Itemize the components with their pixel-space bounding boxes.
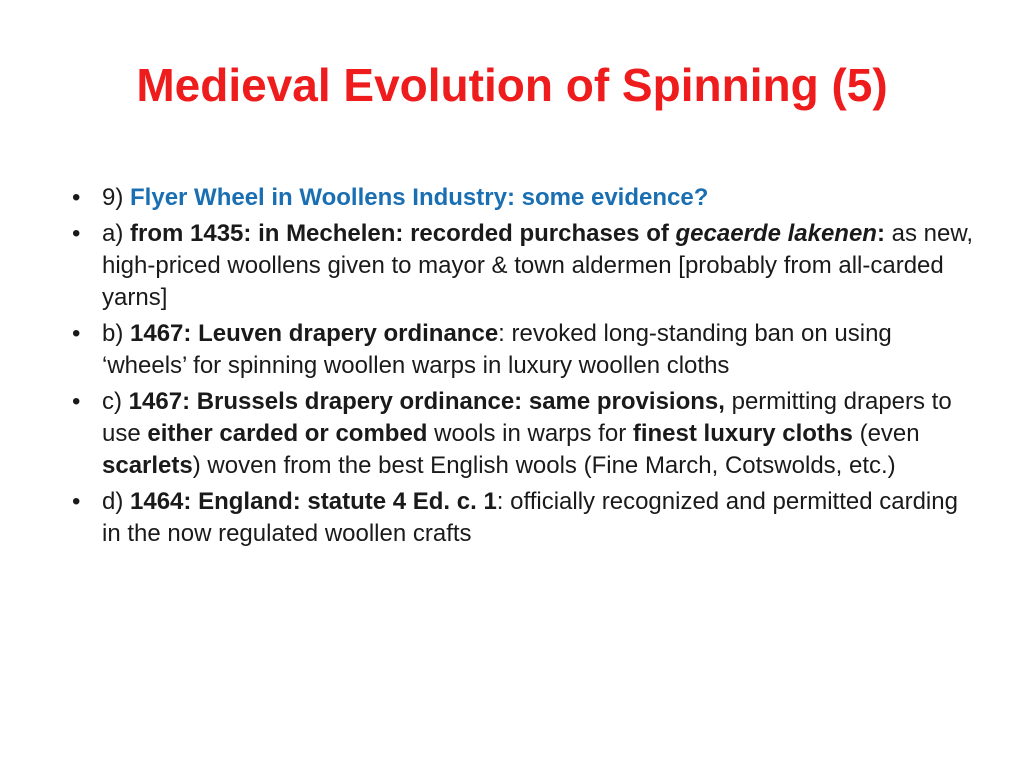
item-bold-italic: gecaerde lakenen	[675, 220, 877, 247]
item-bold-2: either carded or combed	[147, 420, 428, 447]
item-prefix: b)	[102, 320, 131, 347]
item-prefix: a)	[102, 220, 131, 247]
item-text-2: wools in warps for	[427, 420, 633, 447]
bullet-icon: •	[72, 488, 81, 515]
item-text-1: permitting drapers to use	[102, 388, 952, 447]
bullet-icon: •	[72, 220, 81, 247]
item-colon: :	[876, 220, 885, 247]
item-prefix: c)	[102, 388, 129, 415]
item-bold: 1467: Leuven drapery ordinance	[130, 320, 499, 347]
item-prefix: 9)	[102, 184, 131, 211]
bullet-item-a	[72, 218, 977, 314]
item-prefix: d)	[102, 488, 131, 515]
bullet-icon: •	[72, 320, 81, 347]
bullet-item-9	[72, 182, 977, 214]
item-bold: from 1435: in Mechelen: recorded purchases of	[130, 220, 676, 247]
item-heading: Flyer Wheel in Woollens Industry: some evidence?	[130, 184, 709, 211]
slide-title: Medieval Evolution of Spinning (5)	[136, 59, 888, 111]
bullet-item-c	[72, 386, 977, 482]
item-bold: 1464: England: statute 4 Ed. c. 1	[130, 488, 497, 515]
item-text-4: ) woven from the best English wools (Fine March, Cotswolds, etc.)	[192, 452, 896, 479]
bullet-item-b	[72, 318, 977, 382]
item-bold-3: finest luxury cloths	[632, 420, 853, 447]
item-text-3: (even	[852, 420, 920, 447]
item-bold-4: scarlets	[102, 452, 193, 479]
bullet-icon: •	[72, 388, 81, 415]
item-bold: 1467: Brussels drapery ordinance: same provisions,	[128, 388, 725, 415]
bullet-list	[72, 182, 977, 554]
item-text: as new, high-priced woollens given to mayor & town aldermen [probably from all-carded yarns]	[102, 220, 974, 311]
item-text: : officially recognized and permitted carding in the now regulated woollen crafts	[102, 488, 958, 547]
bullet-item-d	[72, 486, 977, 550]
bullet-icon: •	[72, 184, 81, 211]
item-text: : revoked long-standing ban on using ‘wheels’ for spinning woollen warps in luxury woollen cloths	[102, 320, 892, 379]
